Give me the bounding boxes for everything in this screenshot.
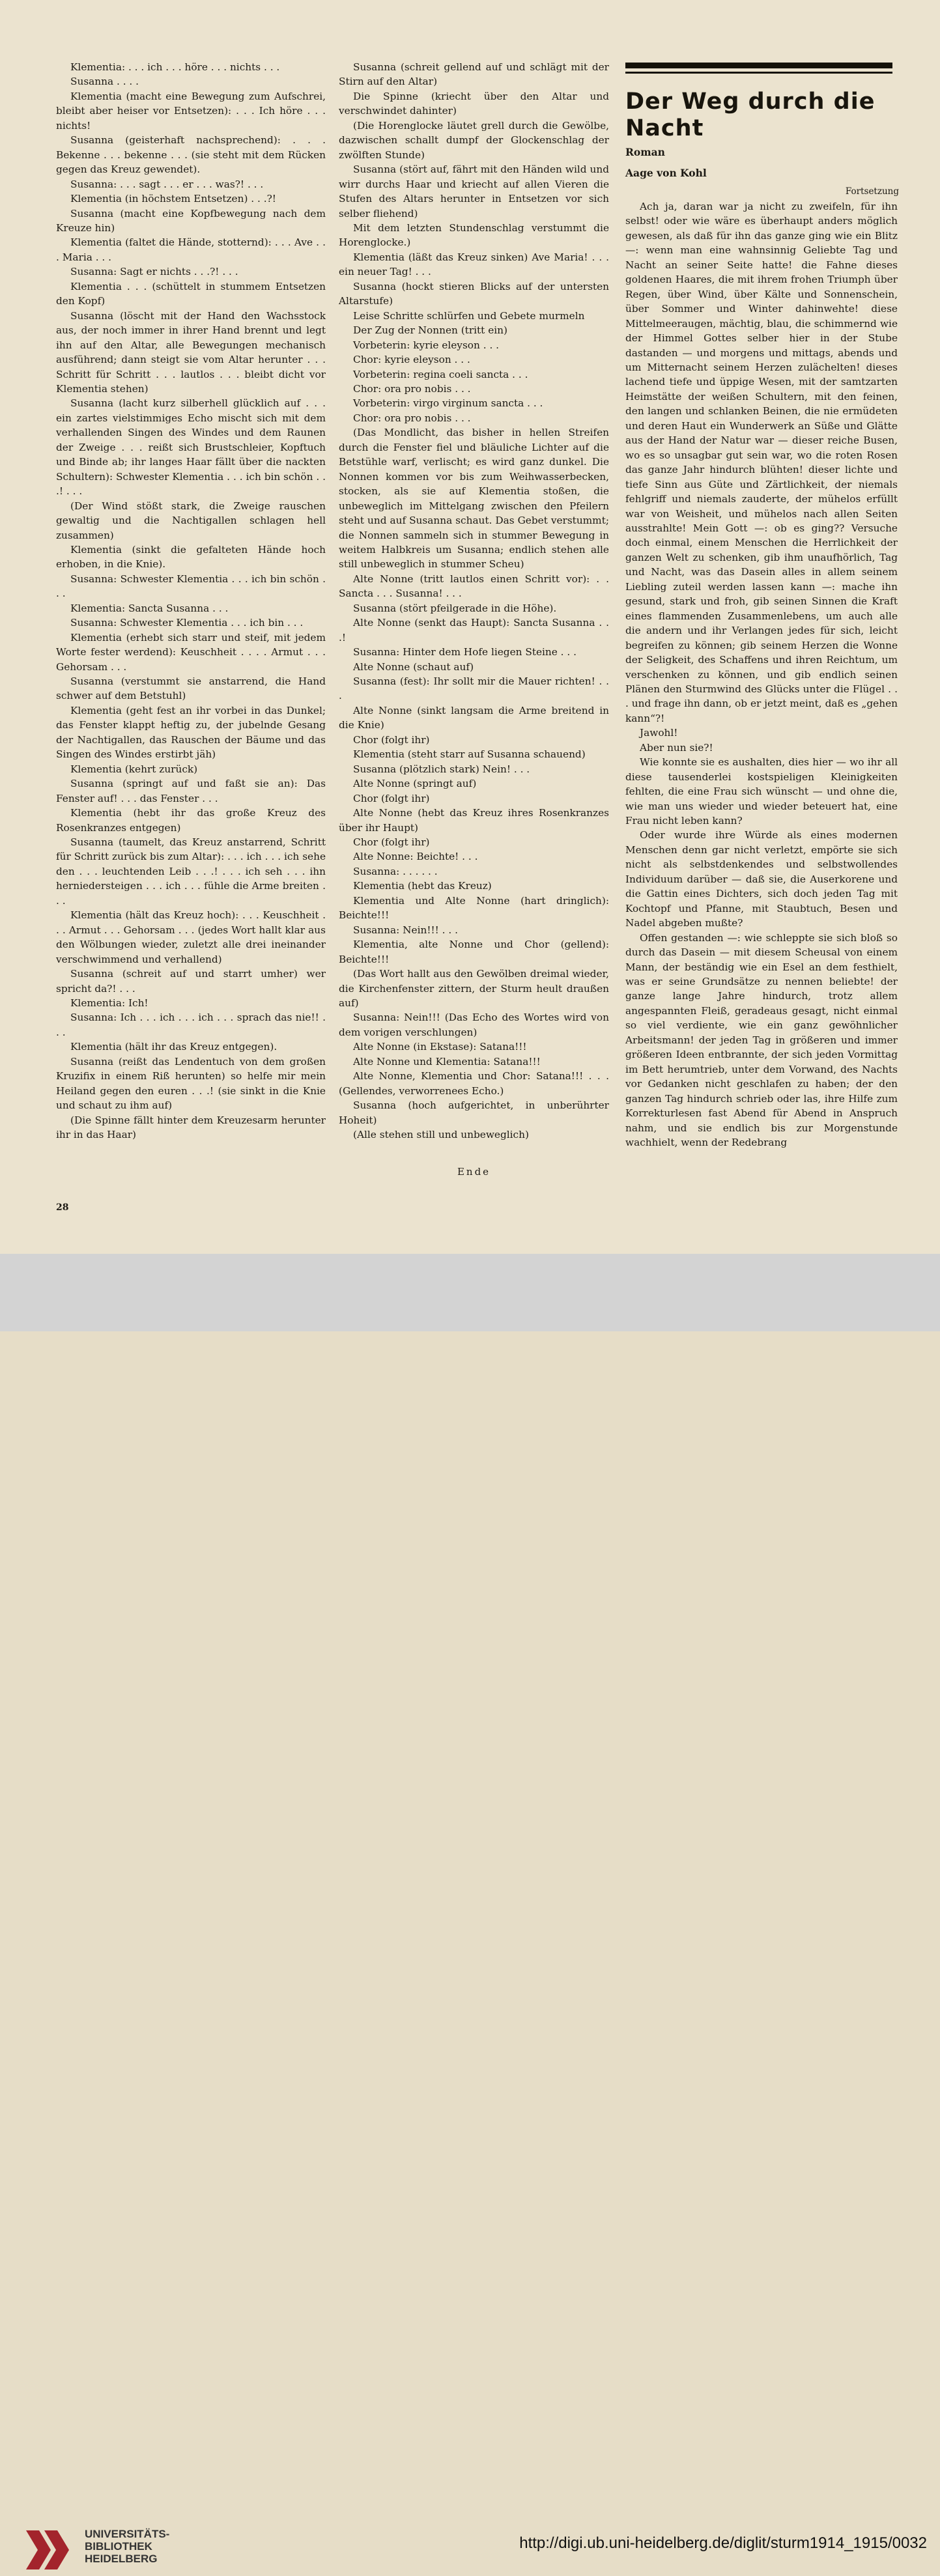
play-column-middle (339, 60, 609, 1142)
play-paragraph: Susanna: . . . sagt . . . er . . . was?! . . . (70, 178, 264, 190)
library-name-line-1: UNIVERSITÄTS- (85, 2528, 170, 2540)
play-paragraph: Alte Nonne, Klementia und Chor: Satana!!! . . . (Gellendes, verworrenees Echo.) (339, 1070, 609, 1097)
play-paragraph: Susanna (schreit auf und starrt umher) wer spricht da?! . . . (56, 968, 326, 995)
play-paragraph: Alte Nonne (springt auf) (353, 778, 477, 790)
play-paragraph: Chor (folgt ihr) (353, 836, 430, 849)
article-subtitle: Roman (625, 146, 665, 158)
play-paragraph: Alte Nonne (hebt das Kreuz ihres Rosenkranzes über ihr Haupt) (339, 807, 609, 834)
play-paragraph: (Das Mondlicht, das bisher in hellen Streifen durch die Fenster fiel und bläuliche Lichter auf die Betstühle warf, verlischt; es wird ganz dunkel. Die Nonnen kommen vor bis zum Weihwasserbecken, stocken, als sie auf Klementia stoßen, die unbeweglich im Mittelgang zwischen den Pfeilern steht und auf Susanna schaut. Das Gebet verstummt; die Nonnen sammeln sich in stummer Bewegung in weitem Halbkreis um Susanna; endlich stehen alle still unbeweglich in stummer Scheu) (339, 427, 609, 571)
play-paragraph: Klementia (kehrt zurück) (70, 763, 198, 775)
play-paragraph: Alte Nonne (in Ekstase): Satana!!! (353, 1041, 527, 1053)
play-paragraph: Klementia (sinkt die gefalteten Hände hoch erhoben, in die Knie). (56, 543, 326, 571)
play-paragraph: Susanna (macht eine Kopfbewegung nach dem Kreuze hin) (56, 207, 326, 234)
play-paragraph: Klementia . . . (schüttelt in stummem Entsetzen den Kopf) (56, 280, 326, 307)
play-paragraph: Klementia, alte Nonne und Chor (gellend): Beichte!!! (339, 939, 609, 965)
play-paragraph: Alte Nonne und Klementia: Satana!!! (353, 1055, 541, 1068)
play-paragraph: Susanna . . . . (70, 76, 139, 88)
play-paragraph: Klementia: . . . ich . . . höre . . . nichts . . . (70, 61, 280, 73)
play-paragraph: Susanna (geisterhaft nachsprechend): . . . Bekenne . . . bekenne . . . (sie steht mit dem Rücken gegen das Kreuz gewendet). (56, 134, 326, 176)
play-paragraph: (Der Wind stößt stark, die Zweige rauschen gewaltig und die Nachtigallen schlagen hell zusammen) (56, 500, 326, 541)
play-paragraph: Klementia (hält das Kreuz hoch): . . . Keuschheit . . . Armut . . . Gehorsam . . . (jedes Wort hallt klar aus den Wölbungen wieder, zuletzt alle drei ineinander verschwimmend und verhallend) (56, 909, 326, 965)
play-paragraph: Klementia (hebt das Kreuz) (353, 880, 492, 892)
university-library-logo-icon (22, 2524, 74, 2576)
play-paragraph: Alte Nonne (schaut auf) (353, 660, 474, 673)
play-paragraph: Der Zug der Nonnen (tritt ein) (353, 324, 507, 337)
play-paragraph: Klementia (hebt ihr das große Kreuz des Rosenkranzes entgegen) (56, 807, 326, 834)
play-paragraph: Susanna (verstummt sie anstarrend, die Hand schwer auf dem Betstuhl) (56, 675, 326, 702)
play-paragraph: Susanna: Sagt er nichts . . .?! . . . (70, 266, 238, 278)
play-paragraph: Chor (folgt ihr) (353, 733, 430, 746)
play-paragraph: Susanna (stört auf, fährt mit den Händen wild und wirr durchs Haar und kriecht auf allen Vieren die Stufen des Altars herunter in Entsetzen vor sich selber fliehend) (339, 163, 609, 219)
play-paragraph: Klementia und Alte Nonne (hart dringlich): Beichte!!! (339, 894, 609, 922)
play-paragraph: Alte Nonne: Beichte! . . . (353, 851, 478, 863)
play-paragraph: Susanna: Nein!!! . . . (353, 924, 458, 936)
play-paragraph: Susanna (hockt stieren Blicks auf der untersten Altarstufe) (339, 280, 609, 307)
article-paragraph: Ach ja, daran war ja nicht zu zweifeln, für ihn selbst! oder wie wäre es überhaupt anders möglich gewesen, als daß für ihn das ganze ging wie ein Blitz —: wenn man eine wahnsinnig Geliebte Tag und Nacht an seiner Seite hatte! die Fahne dieses goldenen Haares, die mit ihrem frohen Triumph über Regen, über Wind, über Kälte und Sonnenschein, über Sommer und Winter dahinwehte! diese Mittelmeeraugen, mächtig, blau, die schimmernd wie der Himmel Gottes selber hier in der Stube dastanden — und morgens und mittags, abends und um Mitternacht seinem Herzen zulächelten! dieses lachend tiefe und üppige Wesen, mit der samtzarten Heimstätte der weißen Schultern, mit den feinen, den langen und schlanken Beinen, die nie ermüdeten und deren Haut ein Wunderwerk an Süße und Glätte aus der Hand der Natur war — dieser reiche Busen, wo es so unsagbar gut sein war, wo die roten Rosen das ganze Jahr hindurch blühten! dieser lichte und tiefe Sinn aus Güte und Zärtlichkeit, der niemals fehlgriff und niemals zauderte, der mühelos erfüllt war von Weisheit, und mühelos nach allen Seiten ausstrahlte! Mein Gott —: ob es ging?? Versuche doch einmal, einem Menschen die Herrlichkeit der ganzen Welt zu schenken, gib ihm unaufhörlich, Tag und Nacht, was das Dasein alles in allem seinem Liebling zuteil werden lassen kann —: mache ihn gesund, stark und froh, gib seinen Sinnen die Kraft eines flammenden Zusammenlebens, um auch alle die andern und ihr Verlangen jedes für sich, leicht begreifen zu können; gib seinem Herzen die Wonne der Seligkeit, des Schaffens und ihren Reichtum, um verschenken zu können, und gib endlich seinen Plänen den Sturmwind des Glücks unter die Flügel . . . und frage ihn dann, ob er jetzt meint, daß es „gehen kann“?! (625, 201, 898, 724)
play-paragraph: Chor: kyrie eleyson . . . (353, 354, 470, 366)
ende-label: Ende (457, 1166, 491, 1178)
heading-rule-thin (625, 72, 892, 74)
play-paragraph: Klementia (geht fest an ihr vorbei in das Dunkel; das Fenster klappt heftig zu, der jubelnde Gesang der Nachtigallen, das Rauschen der Bäume und das Singen des Windes erstirbt jäh) (56, 704, 326, 761)
play-paragraph: Chor: ora pro nobis . . . (353, 382, 471, 395)
play-paragraph: Vorbeterin: virgo virginum sancta . . . (353, 397, 543, 410)
play-paragraph: Susanna: Schwester Klementia . . . ich bin . . . (70, 617, 304, 629)
play-paragraph: Chor: ora pro nobis . . . (353, 412, 471, 424)
play-paragraph: Klementia (erhebt sich starr und steif, mit jedem Worte fester werdend): Keuschheit . . . . Armut . . . Gehorsam . . . (56, 631, 326, 673)
library-name-line-2: BIBLIOTHEK (85, 2540, 152, 2553)
play-paragraph: Klementia (faltet die Hände, stotternd): . . . Ave . . . Maria . . . (56, 236, 326, 263)
play-paragraph: Klementia (läßt das Kreuz sinken) Ave Maria! . . . ein neuer Tag! . . . (339, 251, 609, 278)
play-paragraph: Susanna (taumelt, das Kreuz anstarrend, Schritt für Schritt zurück bis zum Altar): . . . ich . . . ich sehe den . . . leuchtenden Leib . . .! . . . ich seh . . . ihn herniedersteigen . . . ich . . . fühle die Arme breiten . . . (56, 836, 326, 907)
play-paragraph: Susanna: Nein!!! (Das Echo des Wortes wird von dem vorigen verschlungen) (339, 1012, 609, 1038)
play-paragraph: Susanna (reißt das Lendentuch von dem großen Kruzifix in einem Riß herunten) so helfe mir mein Heiland gegen den euren . . .! (sie sinkt in die Knie und schaut zu ihm auf) (56, 1055, 326, 1112)
article-paragraph: Offen gestanden —: wie schleppte sie sich bloß so durch das Dasein — mit diesem Scheusal von einem Mann, der beständig wie ein Esel an dem festhielt, was er seine Grundsätze zu nennen beliebte! der ganze lange Jahre hindurch, trotz allem angespannten Fleiß, geradeaus gesagt, nicht einmal so viel verdiente, wie ein ganz gewöhnlicher Arbeitsmann! der jeden Tag in größeren und immer größeren Ideen entbrannte, der sich jeden Vormittag im Bett herumtrieb, unter dem Vorwand, des Nachts vor Gedanken nicht geschlafen zu haben; der den ganzen Tag hindurch schrieb oder las, ihre Hilfe zum Korrekturlesen fast Abend für Abend in Anspruch nahm, und sie endlich bis zur Morgenstunde wachhielt, wenn der Redebrang (625, 931, 898, 1148)
play-paragraph: (Alle stehen still und unbeweglich) (353, 1129, 529, 1141)
article-paragraph: Wie konnte sie es aushalten, dies hier — wo ihr all diese tausenderlei kostspieligen Kleinigkeiten fehlten, die eine Frau sich wünscht — und ohne die, wie man uns wieder und wieder beteuert hat, eine Frau nicht leben kann? (625, 756, 898, 827)
scanned-page (0, 0, 940, 1254)
library-name (85, 2528, 169, 2565)
source-url-link[interactable]: http://digi.ub.uni-heidelberg.de/diglit/sturm1914_1915/0032 (519, 2534, 927, 2552)
play-paragraph: Klementia (macht eine Bewegung zum Aufschrei, bleibt aber heiser vor Entsetzen): . . . Ich höre . . . nichts! (56, 90, 326, 132)
play-column-left (56, 60, 326, 1142)
play-paragraph: Susanna (lacht kurz silberhell glücklich auf . . . ein zartes vielstimmiges Echo mischt sich mit dem verhallenden Singen des Windes und dem Raunen der Zweige . . . reißt sich Brustschleier, Kopftuch und Binde ab; ihr langes Haar fällt über die nackten Schultern): Schwester Klementia . . . ich bin schön . . .! . . . (56, 397, 326, 498)
article-paragraph: Aber nun sie?! (640, 741, 713, 754)
page-number: 28 (56, 1202, 69, 1213)
play-paragraph: Susanna: Hinter dem Hofe liegen Steine . . . (353, 646, 577, 658)
play-paragraph: Susanna (springt auf und faßt sie an): Das Fenster auf! . . . das Fenster . . . (56, 778, 326, 804)
continuation-label: Fortsetzung (845, 186, 899, 197)
play-paragraph: (Die Spinne fällt hinter dem Kreuzesarm herunter ihr in das Haar) (56, 1114, 326, 1141)
play-paragraph: Klementia (hält ihr das Kreuz entgegen). (70, 1041, 278, 1053)
play-paragraph: Alte Nonne (sinkt langsam die Arme breitend in die Knie) (339, 704, 609, 731)
article-title: Der Weg durch die Nacht (625, 89, 876, 141)
play-paragraph: Susanna: Ich . . . ich . . . ich . . . sprach das nie!! . . . (56, 1012, 326, 1038)
article-body (625, 199, 898, 1150)
play-paragraph: Susanna: . . . . . . (353, 865, 438, 877)
heading-rule-thick (625, 63, 892, 68)
play-paragraph: (Das Wort hallt aus den Gewölben dreimal wieder, die Kirchenfenster zittern, der Sturm heult draußen auf) (339, 968, 609, 1009)
play-paragraph: (Die Horenglocke läutet grell durch die Gewölbe, dazwischen schallt dumpf der Glockenschlag der zwölften Stunde) (339, 119, 609, 161)
play-paragraph: Vorbeterin: kyrie eleyson . . . (353, 339, 500, 351)
article-paragraph: Oder wurde ihre Würde als eines modernen Menschen denn gar nicht verletzt, empörte sie sich nicht als selbstdenkendes und selbstwollendes Individuum darüber — daß sie, die Auserkorene und die Gattin eines Dichters, sich doch jeden Tag mit Kochtopf und Pfanne, mit Staubtuch, Besen und Nadel abgeben mußte? (625, 829, 898, 929)
article-author: Aage von Kohl (625, 167, 707, 179)
play-paragraph: Mit dem letzten Stundenschlag verstummt die Horenglocke.) (339, 221, 609, 249)
play-paragraph: Chor (folgt ihr) (353, 792, 430, 804)
play-paragraph: Klementia: Ich! (70, 997, 149, 1009)
play-paragraph: Leise Schritte schlürfen und Gebete murmeln (353, 309, 585, 322)
play-paragraph: Susanna (plötzlich stark) Nein! . . . (353, 763, 530, 775)
play-paragraph: Susanna (schreit gellend auf und schlägt mit der Stirn auf den Altar) (339, 61, 609, 88)
play-paragraph: Susanna (löscht mit der Hand den Wachsstock aus, der noch immer in ihrer Hand brennt und legt ihn auf den Altar, alle Bewegungen mechanisch ausführend; dann steigt sie vom Altar herunter . . . Schritt für Schritt . . . lautlos . . . bleibt dicht vor Klementia stehen) (56, 309, 326, 395)
play-paragraph: Alte Nonne (senkt das Haupt): Sancta Susanna . . .! (339, 617, 609, 644)
play-paragraph: Die Spinne (kriecht über den Altar und verschwindet dahinter) (339, 90, 609, 117)
play-paragraph: Vorbeterin: regina coeli sancta . . . (353, 368, 528, 380)
play-paragraph: Susanna (fest): Ihr sollt mir die Mauer richten! . . . (339, 675, 609, 702)
play-paragraph: Klementia (in höchstem Entsetzen) . . .?! (70, 193, 276, 205)
play-paragraph: Klementia: Sancta Susanna . . . (70, 602, 229, 614)
article-paragraph: Jawohl! (640, 727, 678, 739)
play-paragraph: Alte Nonne (tritt lautlos einen Schritt vor): . . Sancta . . . Susanna! . . . (339, 573, 609, 600)
play-paragraph: Susanna (hoch aufgerichtet, in unberührter Hoheit) (339, 1099, 609, 1126)
library-name-line-3: HEIDELBERG (85, 2553, 158, 2565)
library-footer (0, 1254, 940, 2565)
play-paragraph: Klementia (steht starr auf Susanna schauend) (353, 748, 586, 761)
play-paragraph: Susanna (stört pfeilgerade in die Höhe). (353, 602, 557, 614)
play-paragraph: Susanna: Schwester Klementia . . . ich bin schön . . . (56, 573, 326, 600)
